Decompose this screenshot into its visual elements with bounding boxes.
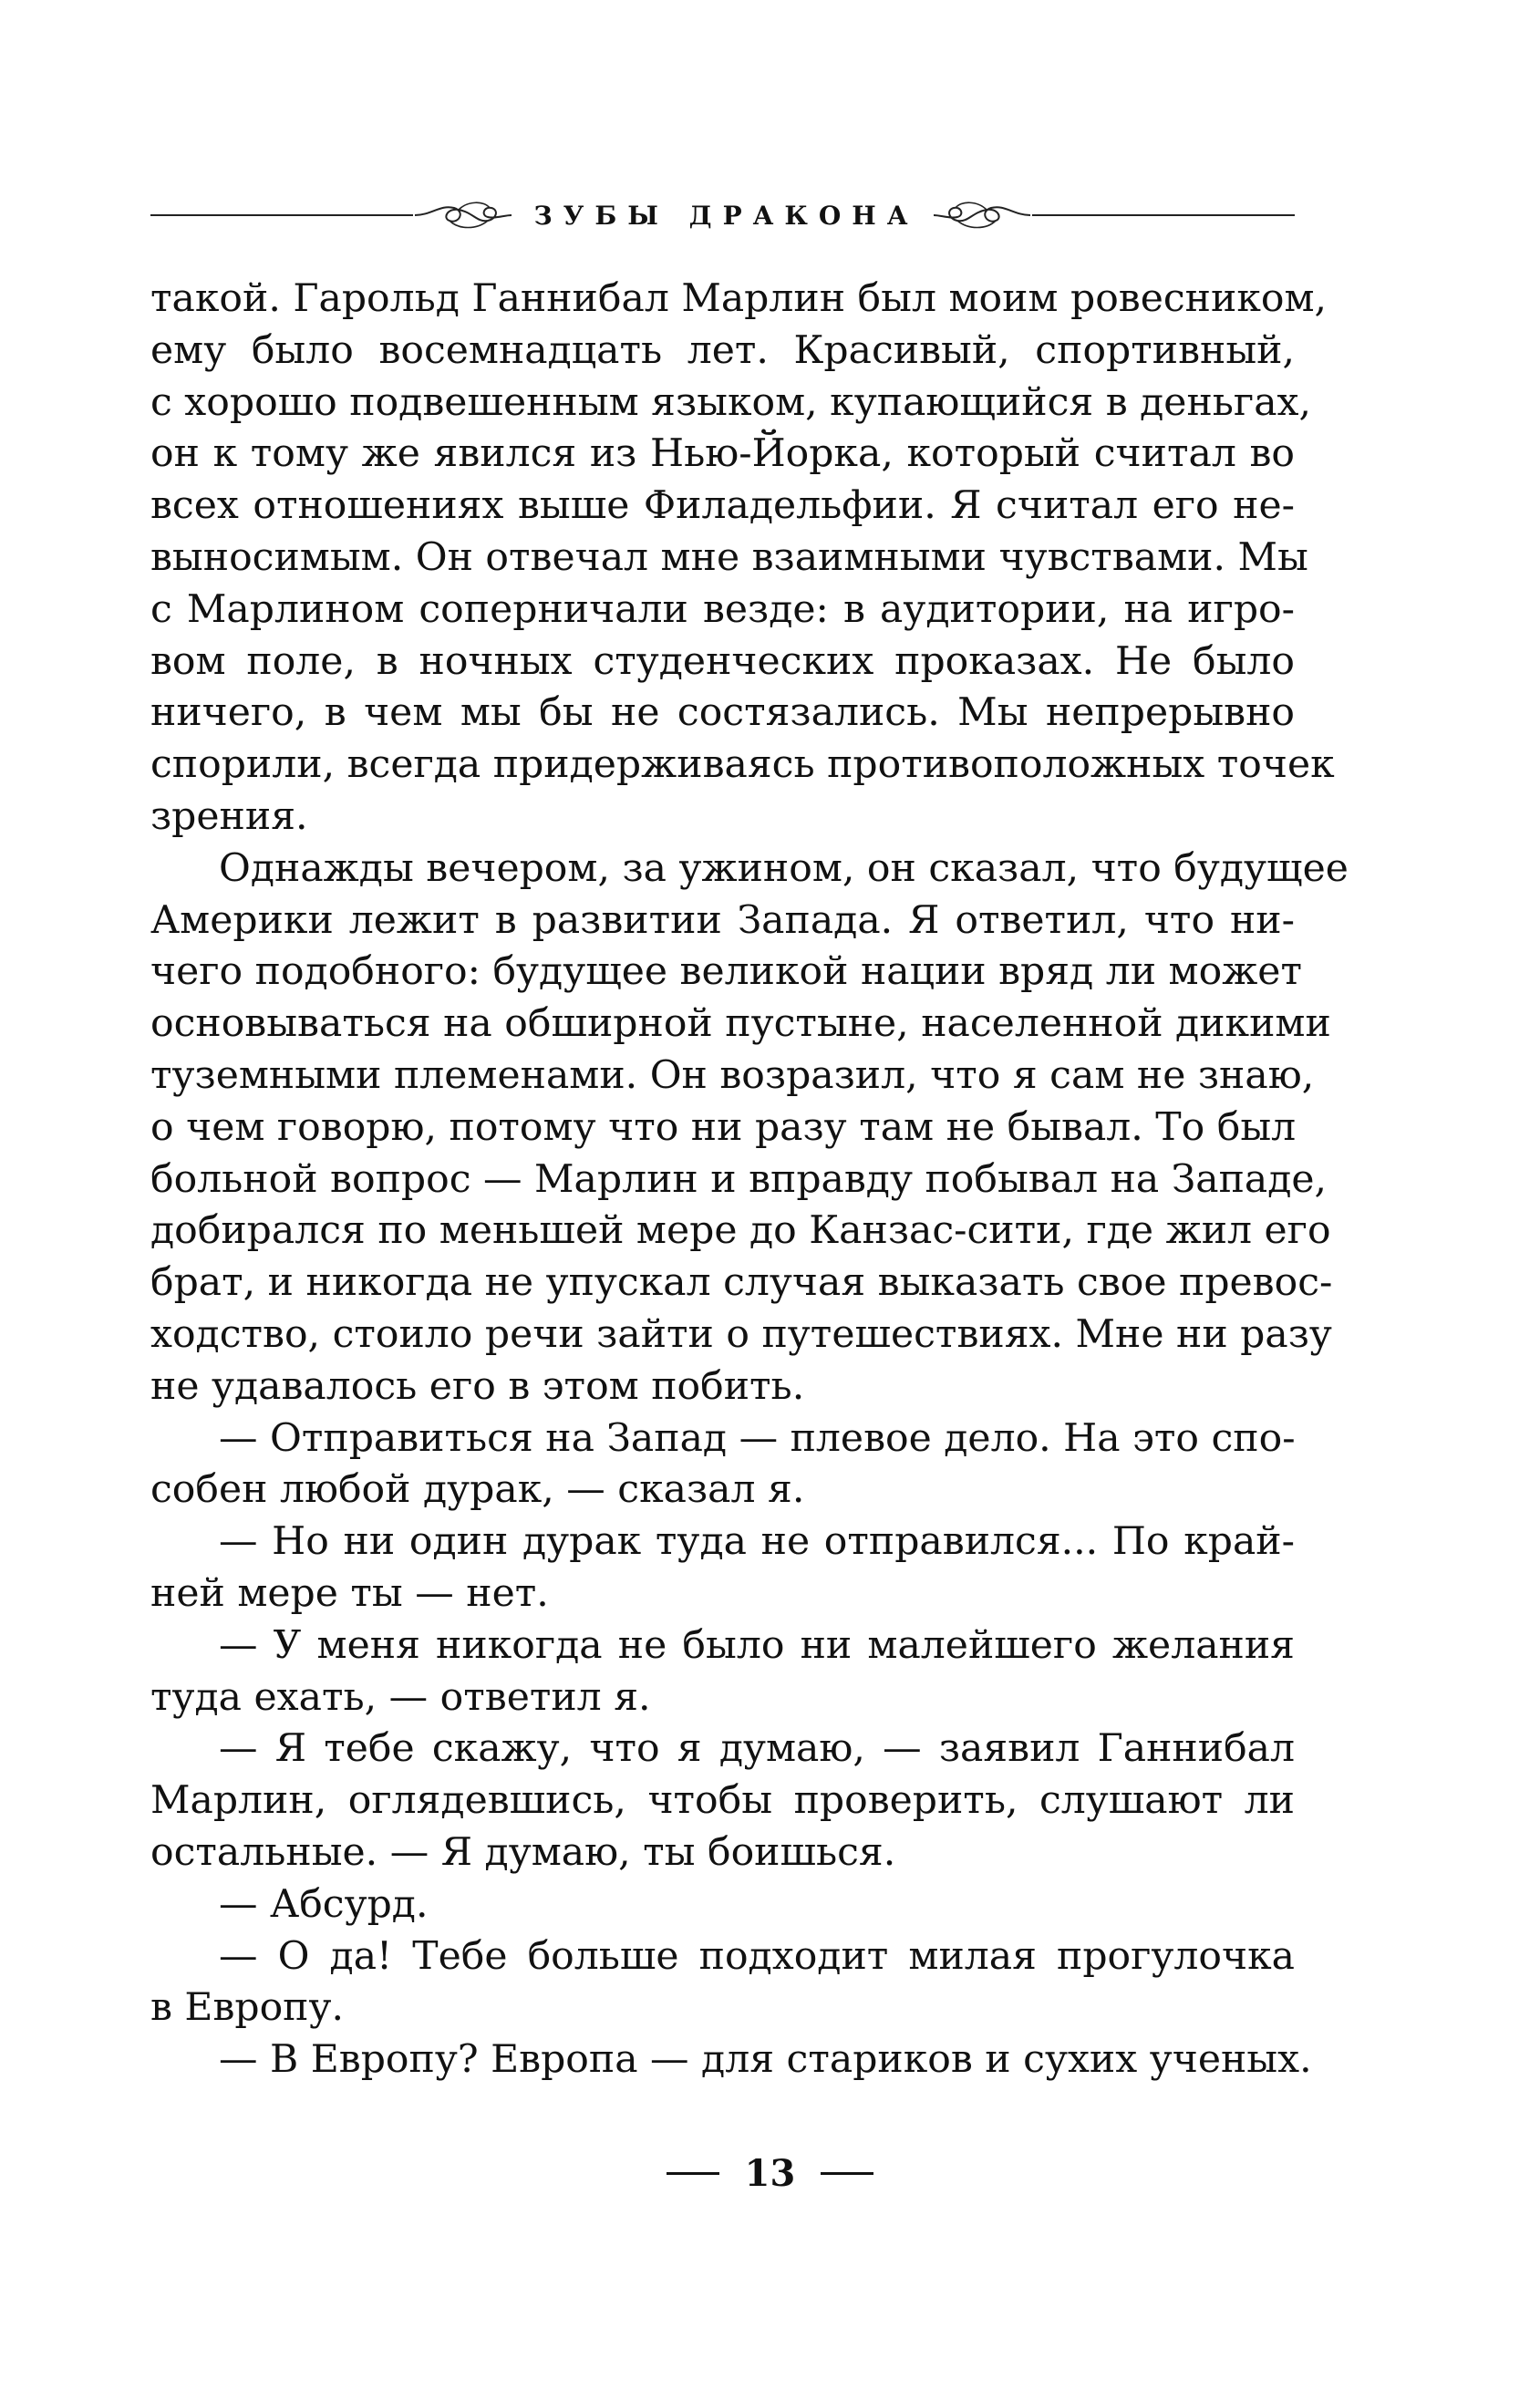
text-line: брат, и никогда не упускал случая выказать свое превос -: [150, 1258, 1295, 1309]
text-line: — Но ни один дурак туда не отправился... По край -: [150, 1516, 1295, 1568]
text-line: вом поле, в ночных студенческих проказах. Не было: [150, 638, 1295, 684]
text-line: в Европу.: [150, 1985, 345, 2031]
text-line: — О да! Тебе больше подходит милая прогулочка: [219, 1933, 1295, 1979]
flourish-ornament-left-icon: [413, 195, 513, 235]
text-line: о чем говорю, потому что ни разу там не бывал. То был: [150, 1104, 1297, 1150]
page-number: 13: [744, 2152, 796, 2195]
text-line: ходство, стоило речи зайти о путешествиях. Мне ни разу: [150, 1311, 1332, 1357]
text-line: — В Европу? Европа — для стариков и сухих ученых.: [219, 2037, 1312, 2083]
flourish-ornament-right-icon: [932, 195, 1032, 235]
text-line: чего подобного: будущее великой нации вряд ли может: [150, 949, 1302, 995]
text-line: ничего, в чем мы бы не состязались. Мы непрерывно: [150, 690, 1295, 736]
text-line: ней мере ты — нет.: [150, 1570, 549, 1616]
text-line: — Отправиться на Запад — плевое дело. На это спо -: [150, 1413, 1295, 1465]
text-line: туземными племенами. Он возразил, что я сам не знаю,: [150, 1052, 1315, 1098]
text-line: выносимым. Он отвечал мне взаимными чувствами. Мы: [150, 534, 1308, 580]
text-line: такой. Гарольд Ганнибал Марлин был моим ровесником,: [150, 276, 1328, 321]
text-line: — Я тебе скажу, что я думаю, — заявил Ганнибал: [219, 1726, 1295, 1772]
text-line: — У меня никогда не было ни малейшего желания: [219, 1622, 1295, 1668]
text-line: собен любой дурак, — сказал я.: [150, 1467, 805, 1513]
text-line: туда ехать, — ответил я.: [150, 1674, 651, 1720]
running-head-title: ЗУБЫ ДРАКОНА: [533, 200, 919, 231]
text-line: с Марлином соперничали везде: в аудитории, на игро -: [150, 585, 1295, 637]
header-rule-left: [150, 214, 413, 216]
text-line: Однажды вечером, за ужином, он сказал, что будущее: [219, 845, 1349, 891]
text-line: основываться на обширной пустыне, населенной дикими: [150, 1001, 1331, 1047]
body-text: [150, 274, 1349, 2086]
header-rule-right: [1032, 214, 1295, 216]
running-head: [150, 188, 1295, 243]
folio-dash-left: [667, 2172, 719, 2175]
text-line: больной вопрос — Марлин и вправду побывал на Западе,: [150, 1156, 1328, 1202]
text-line: зрения.: [150, 793, 308, 839]
text-line: он к тому же явился из Нью-Йорка, который считал во: [150, 431, 1295, 477]
text-line: ему было восемнадцать лет. Красивый, спортивный,: [150, 327, 1295, 373]
page-footer: [0, 2152, 1540, 2195]
text-line: с хорошо подвешенным языком, купающийся в деньгах,: [150, 379, 1312, 425]
text-line: Америки лежит в развитии Запада. Я ответил, что ни -: [150, 895, 1295, 947]
text-line: Марлин, оглядевшись, чтобы проверить, слушают ли: [150, 1778, 1295, 1824]
text-line: остальные. — Я думаю, ты боишься.: [150, 1829, 896, 1875]
text-line: добирался по меньшей мере до Канзас-сити, где жил его: [150, 1208, 1331, 1254]
text-line: спорили, всегда придерживаясь противоположных точек: [150, 742, 1335, 788]
folio-dash-right: [821, 2172, 873, 2175]
text-line: всех отношениях выше Филадельфии. Я считал его не -: [150, 481, 1295, 533]
text-line: — Абсурд.: [219, 1881, 429, 1927]
text-line: не удавалось его в этом побить.: [150, 1363, 805, 1409]
